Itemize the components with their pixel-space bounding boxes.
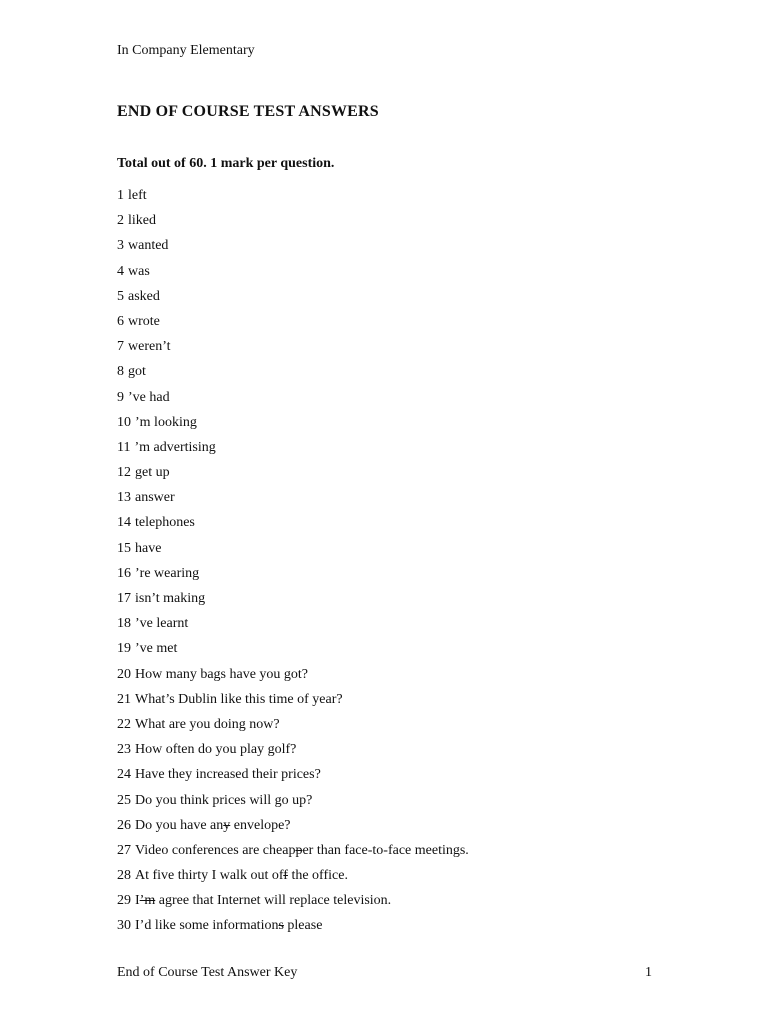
running-header: In Company Elementary: [117, 43, 255, 58]
answer-text: envelope?: [230, 817, 291, 833]
answer-item: [117, 236, 469, 261]
answer-text: How many bags have you got?: [135, 666, 309, 682]
answer-number: 16: [117, 565, 131, 581]
answer-item: [117, 463, 469, 488]
answer-number: 18: [117, 616, 131, 632]
answer-text: What’s Dublin like this time of year?: [135, 691, 343, 707]
answer-item: [117, 791, 469, 816]
answer-item: [117, 841, 469, 866]
answer-number: 28: [117, 868, 131, 884]
answer-item: [117, 564, 469, 589]
marking-instructions: Total out of 60. 1 mark per question.: [117, 156, 335, 171]
answer-text: ’ve met: [135, 641, 178, 657]
answer-number: 2: [117, 213, 124, 229]
answer-number: 23: [117, 742, 131, 758]
answer-text: ’re wearing: [135, 565, 200, 581]
answer-item: [117, 639, 469, 664]
answer-text: agree that Internet will replace television.: [155, 893, 392, 909]
answer-text: Video conferences are cheap: [135, 842, 296, 858]
answer-correction-strikethrough: p: [295, 842, 303, 858]
answer-text: Have they increased their prices?: [135, 767, 321, 783]
answer-text: weren’t: [128, 339, 171, 355]
answer-item: [117, 665, 469, 690]
answer-number: 13: [117, 490, 131, 506]
answer-number: 9: [117, 389, 124, 405]
answer-item: [117, 866, 469, 891]
answer-item: [117, 539, 469, 564]
answer-number: 7: [117, 339, 124, 355]
answer-item: [117, 614, 469, 639]
answer-correction-strikethrough: ’m: [139, 893, 156, 909]
answer-item: [117, 211, 469, 236]
answer-number: 19: [117, 641, 131, 657]
answer-item: [117, 413, 469, 438]
answer-item: [117, 589, 469, 614]
answer-text: asked: [128, 288, 160, 304]
page-number: 1: [645, 965, 652, 980]
answer-text: ’m looking: [135, 414, 197, 430]
answer-number: 3: [117, 238, 124, 254]
answer-item: [117, 715, 469, 740]
answer-item: [117, 816, 469, 841]
answer-text: I’d like some information: [135, 918, 279, 934]
answer-number: 8: [117, 364, 124, 380]
answer-text: At five thirty I walk out of: [135, 868, 284, 884]
answer-item: [117, 186, 469, 211]
answer-number: 22: [117, 716, 131, 732]
answer-item: [117, 513, 469, 538]
answer-number: 11: [117, 439, 131, 455]
answer-correction-strikethrough: f: [283, 868, 288, 884]
answer-text: was: [128, 263, 150, 279]
answer-number: 15: [117, 540, 131, 556]
answer-number: 30: [117, 918, 131, 934]
answer-item: [117, 765, 469, 790]
answer-text: What are you doing now?: [135, 716, 280, 732]
answer-item: [117, 337, 469, 362]
answer-number: 6: [117, 313, 124, 329]
answer-text: wrote: [128, 313, 160, 329]
answer-item: [117, 916, 469, 941]
answer-text: ’m advertising: [134, 439, 216, 455]
answer-item: [117, 438, 469, 463]
answer-text: liked: [128, 213, 156, 229]
answer-text: have: [135, 540, 162, 556]
answer-text: get up: [135, 465, 170, 481]
answer-item: [117, 488, 469, 513]
answer-item: [117, 262, 469, 287]
answer-text: How often do you play golf?: [135, 742, 297, 758]
answer-text: telephones: [135, 515, 195, 531]
answer-number: 17: [117, 591, 131, 606]
answer-number: 29: [117, 893, 131, 909]
document-title: END OF COURSE TEST ANSWERS: [117, 103, 379, 120]
answer-number: 14: [117, 515, 131, 531]
answer-number: 26: [117, 817, 131, 833]
answer-number: 27: [117, 842, 131, 858]
answer-item: [117, 362, 469, 387]
answer-number: 1: [117, 188, 124, 203]
answer-text: got: [128, 364, 146, 380]
footer-title: End of Course Test Answer Key: [117, 965, 298, 980]
answer-text: the office.: [287, 868, 348, 884]
answer-item: [117, 287, 469, 312]
answer-item: [117, 891, 469, 916]
answer-correction-strikethrough: s: [278, 918, 284, 934]
answer-item: [117, 312, 469, 337]
answer-item: [117, 740, 469, 765]
answer-list: [117, 186, 469, 942]
answer-number: 10: [117, 414, 131, 430]
answer-text: Do you have an: [135, 817, 224, 833]
answer-text: I: [135, 893, 140, 909]
answer-number: 25: [117, 792, 131, 808]
answer-number: 12: [117, 465, 131, 481]
answer-number: 21: [117, 691, 131, 707]
answer-text: please: [283, 918, 323, 934]
answer-correction-strikethrough: y: [223, 817, 231, 833]
answer-number: 24: [117, 767, 131, 783]
answer-number: 4: [117, 263, 124, 279]
answer-text: left: [128, 188, 147, 203]
answer-number: 20: [117, 666, 131, 682]
answer-text: ’ve learnt: [135, 616, 189, 632]
answer-text: wanted: [128, 238, 169, 254]
answer-text: isn’t making: [135, 591, 206, 606]
answer-text: answer: [135, 490, 175, 506]
answer-text: ’ve had: [128, 389, 170, 405]
answer-number: 5: [117, 288, 124, 304]
answer-item: [117, 388, 469, 413]
answer-text: er than face-to-face meetings.: [302, 842, 469, 858]
answer-text: Do you think prices will go up?: [135, 792, 313, 808]
answer-item: [117, 690, 469, 715]
